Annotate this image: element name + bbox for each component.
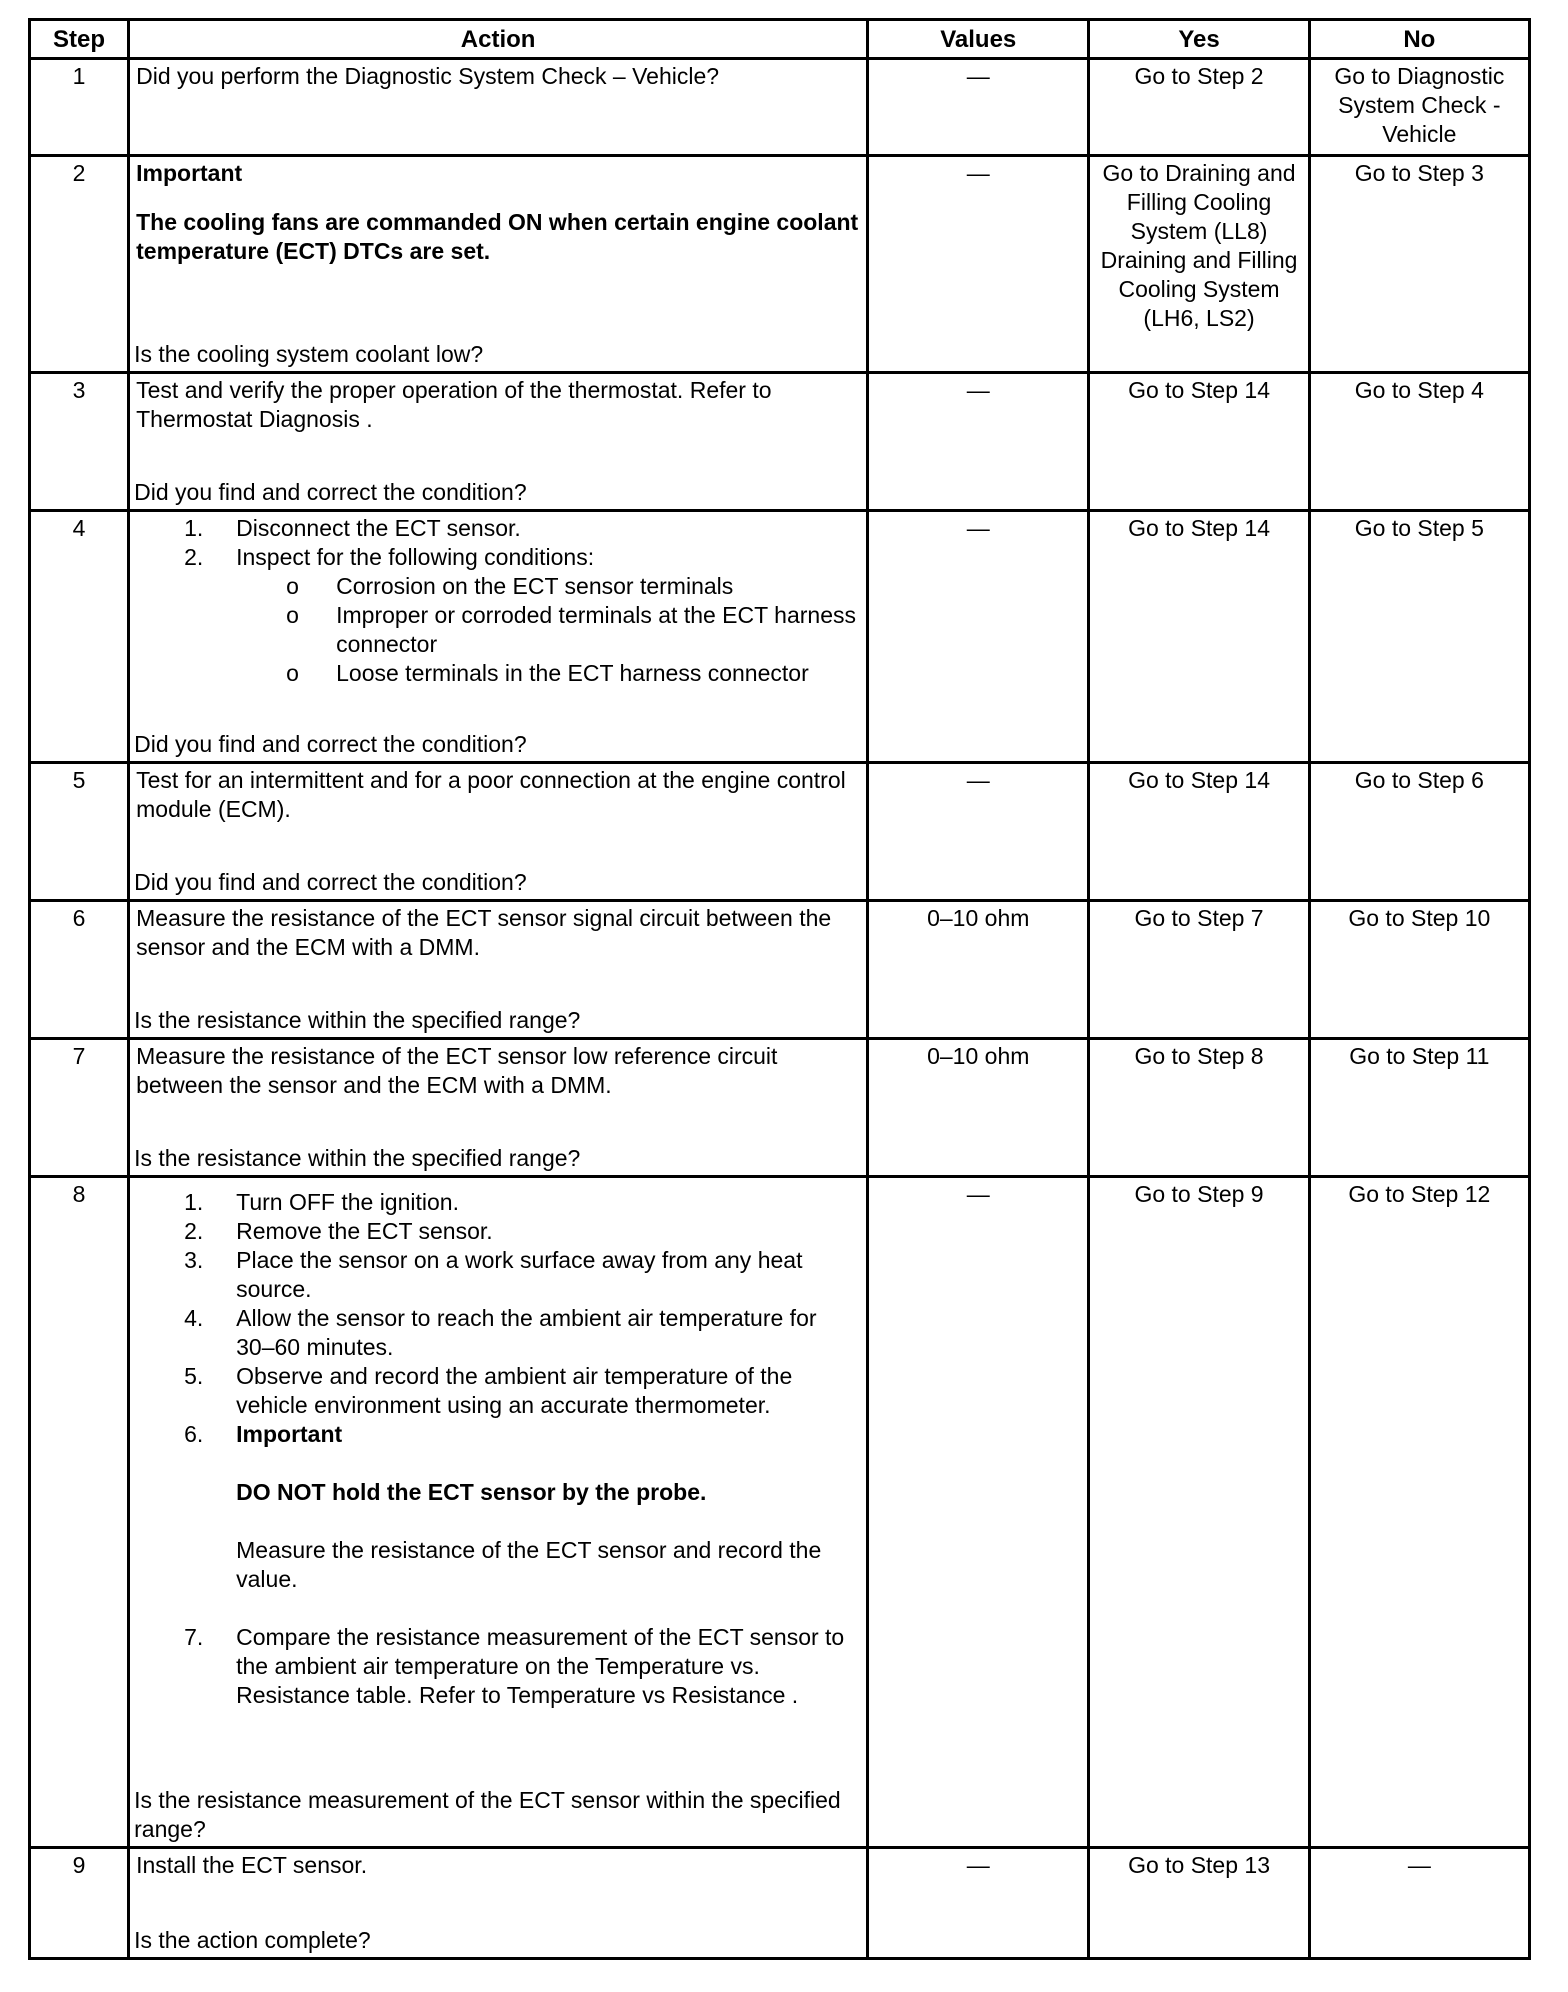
- action-question: Did you find and correct the condition?: [134, 479, 527, 505]
- action-cell: [129, 156, 868, 373]
- table-row: [30, 156, 1530, 373]
- action-text: Measure the resistance of the ECT sensor low reference circuit between the sensor and the ECM with a DMM.: [136, 1043, 778, 1098]
- yes-cell: Go to Step 14: [1089, 763, 1309, 901]
- values-cell: —: [868, 156, 1089, 373]
- list-item: 2. Remove the ECT sensor.: [184, 1218, 493, 1244]
- header-no: No: [1309, 20, 1529, 59]
- action-cell: [129, 1177, 868, 1848]
- list-item: o Loose terminals in the ECT harness connector: [286, 660, 809, 686]
- action-cell: [129, 1039, 868, 1177]
- table-row: [30, 763, 1530, 901]
- values-cell: 0–10 ohm: [868, 1039, 1089, 1177]
- step-number: 9: [30, 1848, 129, 1959]
- list-item: 4. Allow the sensor to reach the ambient air temperature for 30–60 minutes.: [184, 1305, 817, 1360]
- table-row: [30, 1039, 1530, 1177]
- step-number: 8: [30, 1177, 129, 1848]
- yes-cell: Go to Draining and Filling Cooling System (LL8) Draining and Filling Cooling System (LH6, LS2): [1089, 156, 1309, 373]
- table-row: [30, 59, 1530, 156]
- header-step: Step: [30, 20, 129, 59]
- condition-list: [136, 572, 860, 688]
- table-row: [30, 1848, 1530, 1959]
- no-cell: Go to Step 10: [1309, 901, 1529, 1039]
- important-label: Important: [136, 160, 243, 186]
- list-item: 1. Disconnect the ECT sensor.: [184, 515, 521, 541]
- yes-cell: Go to Step 14: [1089, 373, 1309, 511]
- table-header-row: [30, 20, 1530, 59]
- no-cell: Go to Step 6: [1309, 763, 1529, 901]
- table-row: [30, 511, 1530, 763]
- list-item: o Corrosion on the ECT sensor terminals: [286, 573, 734, 599]
- list-item: 2. Inspect for the following conditions:: [184, 544, 595, 570]
- header-values: Values: [868, 20, 1089, 59]
- list-item: o Improper or corroded terminals at the ECT harness connector: [286, 602, 856, 657]
- step-number: 4: [30, 511, 129, 763]
- values-cell: —: [868, 1848, 1089, 1959]
- no-cell: Go to Step 12: [1309, 1177, 1529, 1848]
- important-text: DO NOT hold the ECT sensor by the probe.: [236, 1479, 707, 1505]
- no-cell: Go to Step 5: [1309, 511, 1529, 763]
- important-text: The cooling fans are commanded ON when certain engine coolant temperature (ECT) DTCs are set.: [136, 209, 859, 264]
- step-number: 7: [30, 1039, 129, 1177]
- action-question: Did you find and correct the condition?: [134, 869, 527, 895]
- step-number: 2: [30, 156, 129, 373]
- no-cell: Go to Step 3: [1309, 156, 1529, 373]
- list-item: 3. Place the sensor on a work surface away from any heat source.: [184, 1247, 803, 1302]
- header-yes: Yes: [1089, 20, 1309, 59]
- table-row: [30, 373, 1530, 511]
- list-item: 7. Compare the resistance measurement of the ECT sensor to the ambient air temperature on the Temperature vs. Resistance table. Refer to Temperature vs Resistance .: [184, 1624, 845, 1708]
- action-question: Is the resistance within the specified range?: [134, 1145, 581, 1171]
- no-cell: —: [1309, 1848, 1529, 1959]
- header-action: Action: [129, 20, 868, 59]
- action-text: Test for an intermittent and for a poor connection at the engine control module (ECM).: [136, 767, 846, 822]
- action-question: Did you find and correct the condition?: [134, 731, 527, 757]
- action-question: Is the resistance within the specified range?: [134, 1007, 581, 1033]
- values-cell: —: [868, 59, 1089, 156]
- yes-cell: Go to Step 7: [1089, 901, 1309, 1039]
- step-number: 1: [30, 59, 129, 156]
- list-item: 5. Observe and record the ambient air temperature of the vehicle environment using an accurate thermometer.: [184, 1363, 793, 1418]
- action-cell: [129, 1848, 868, 1959]
- action-cell: [129, 59, 868, 156]
- action-cell: [129, 763, 868, 901]
- action-question: Is the cooling system coolant low?: [134, 341, 484, 367]
- yes-cell: Go to Step 9: [1089, 1177, 1309, 1848]
- values-cell: 0–10 ohm: [868, 901, 1089, 1039]
- procedure-list: [136, 1188, 860, 1710]
- action-text: Test and verify the proper operation of the thermostat. Refer to Thermostat Diagnosis .: [136, 377, 772, 432]
- action-cell: [129, 511, 868, 763]
- step-number: 6: [30, 901, 129, 1039]
- values-cell: —: [868, 373, 1089, 511]
- no-cell: Go to Diagnostic System Check - Vehicle: [1309, 59, 1529, 156]
- action-text: Install the ECT sensor.: [136, 1852, 368, 1878]
- step-number: 5: [30, 763, 129, 901]
- step-number: 3: [30, 373, 129, 511]
- no-cell: Go to Step 11: [1309, 1039, 1529, 1177]
- diagnostic-table: [28, 18, 1531, 1960]
- list-item-text: Measure the resistance of the ECT sensor and record the value.: [236, 1537, 822, 1592]
- yes-cell: Go to Step 14: [1089, 511, 1309, 763]
- action-cell: [129, 901, 868, 1039]
- action-text: Measure the resistance of the ECT sensor signal circuit between the sensor and the ECM with a DMM.: [136, 905, 832, 960]
- yes-cell: Go to Step 13: [1089, 1848, 1309, 1959]
- list-item: 6. Important DO NOT hold the ECT sensor by the probe. Measure the resistance of the ECT sensor and record the value.: [136, 1420, 860, 1623]
- no-cell: Go to Step 4: [1309, 373, 1529, 511]
- action-question: Is the resistance measurement of the ECT sensor within the specified range?: [134, 1787, 841, 1842]
- table-row: [30, 901, 1530, 1039]
- important-label: Important: [236, 1421, 343, 1447]
- table-row: [30, 1177, 1530, 1848]
- action-cell: [129, 373, 868, 511]
- list-item: 1. Turn OFF the ignition.: [184, 1189, 459, 1215]
- yes-cell: Go to Step 8: [1089, 1039, 1309, 1177]
- action-question: Is the action complete?: [134, 1927, 371, 1953]
- values-cell: —: [868, 511, 1089, 763]
- action-text: Did you perform the Diagnostic System Check – Vehicle?: [136, 63, 720, 89]
- yes-cell: Go to Step 2: [1089, 59, 1309, 156]
- values-cell: —: [868, 1177, 1089, 1848]
- values-cell: —: [868, 763, 1089, 901]
- procedure-list: [136, 514, 860, 572]
